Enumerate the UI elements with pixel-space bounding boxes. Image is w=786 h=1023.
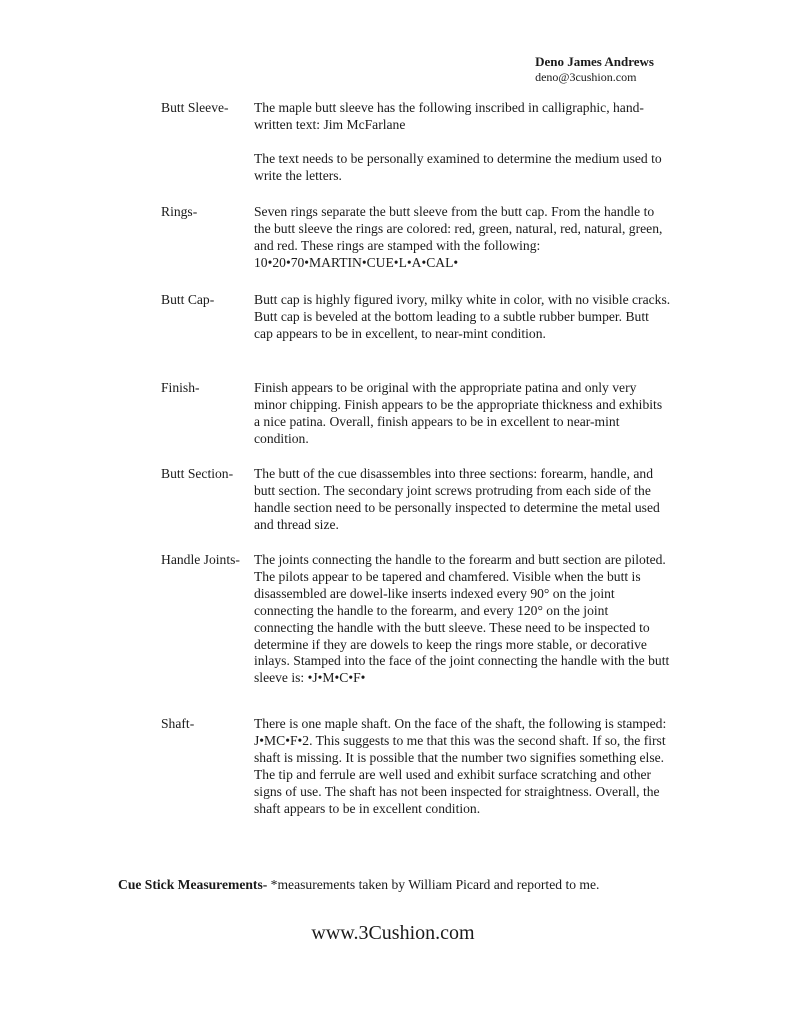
- section-label: Rings-: [161, 204, 198, 219]
- section-label: Handle Joints-: [161, 552, 240, 567]
- section-paragraph: The butt of the cue disassembles into three sections: forearm, handle, and butt section. The secondary joint screws protruding from each side of the handle section need to be personally inspected to determine the metal used and thread size.: [254, 466, 660, 532]
- section-butt-section: [161, 466, 671, 534]
- measurements-line: [118, 876, 599, 893]
- footer-url: www.3Cushion.com: [311, 922, 475, 944]
- section-text: [254, 100, 671, 185]
- author-name: Deno James Andrews: [535, 54, 654, 69]
- document-header: [535, 54, 654, 85]
- section-rings: [161, 204, 671, 272]
- section-paragraph: The text needs to be personally examined to determine the medium used to write the letters.: [254, 150, 662, 183]
- section-paragraph: The maple butt sleeve has the following inscribed in calligraphic, hand-written text: Jim McFarlane: [254, 100, 644, 132]
- section-paragraph: Seven rings separate the butt sleeve from the butt cap. From the handle to the butt sleeve the rings are colored: red, green, natural, red, natural, green, and red. These rings are stamped with the following: 10•20•70•MARTIN•CUE•L•A•CAL•: [254, 204, 663, 270]
- section-finish: [161, 380, 671, 448]
- section-text: [254, 292, 671, 343]
- section-shaft: [161, 716, 671, 817]
- section-text: [254, 552, 671, 687]
- section-text: [254, 380, 671, 448]
- section-label: Butt Sleeve-: [161, 100, 229, 115]
- section-label: Butt Cap-: [161, 292, 215, 307]
- section-label: Butt Section-: [161, 466, 234, 481]
- section-text: [254, 204, 671, 272]
- section-butt-cap: [161, 292, 671, 343]
- measurements-title: Cue Stick Measurements-: [118, 877, 268, 892]
- author-email: deno@3cushion.com: [535, 70, 637, 84]
- section-butt-sleeve: [161, 100, 671, 185]
- section-paragraph: Butt cap is highly figured ivory, milky white in color, with no visible cracks. Butt cap is beveled at the bottom leading to a subtle rubber bumper. Butt cap appears to be in excellent, to near-mint condition.: [254, 292, 671, 341]
- section-paragraph: The joints connecting the handle to the forearm and butt section are piloted. The pilots appear to be tapered and chamfered. Visible when the butt is disassembled are dowel-like inserts indexed every 90° on the joint connecting the handle to the forearm, and every 120° on the joint connecting the handle with the butt sleeve. These need to be inspected to determine if they are dowels to keep the rings more stable, or decorative inlays. Stamped into the face of the joint connecting the handle with the butt sleeve is: •J•M•C•F•: [254, 552, 670, 686]
- section-text: [254, 716, 671, 817]
- section-handle-joints: [161, 552, 671, 687]
- section-label: Finish-: [161, 380, 200, 395]
- section-paragraph: There is one maple shaft. On the face of the shaft, the following is stamped: J•MC•F•2. This suggests to me that this was the second shaft. If so, the first shaft is missing. It is possible that the number two signifies something else. The tip and ferrule are well used and exhibit surface scratching and other signs of use. The shaft has not been inspected for straightness. Overall, the shaft appears to be in excellent condition.: [254, 716, 667, 816]
- measurements-note: *measurements taken by William Picard and reported to me.: [267, 877, 600, 892]
- section-label: Shaft-: [161, 716, 195, 731]
- section-paragraph: Finish appears to be original with the appropriate patina and only very minor chipping. Finish appears to be the appropriate thickness and exhibits a nice patina. Overall, finish appears to be in excellent to near-mint condition.: [254, 380, 663, 446]
- section-text: [254, 466, 671, 534]
